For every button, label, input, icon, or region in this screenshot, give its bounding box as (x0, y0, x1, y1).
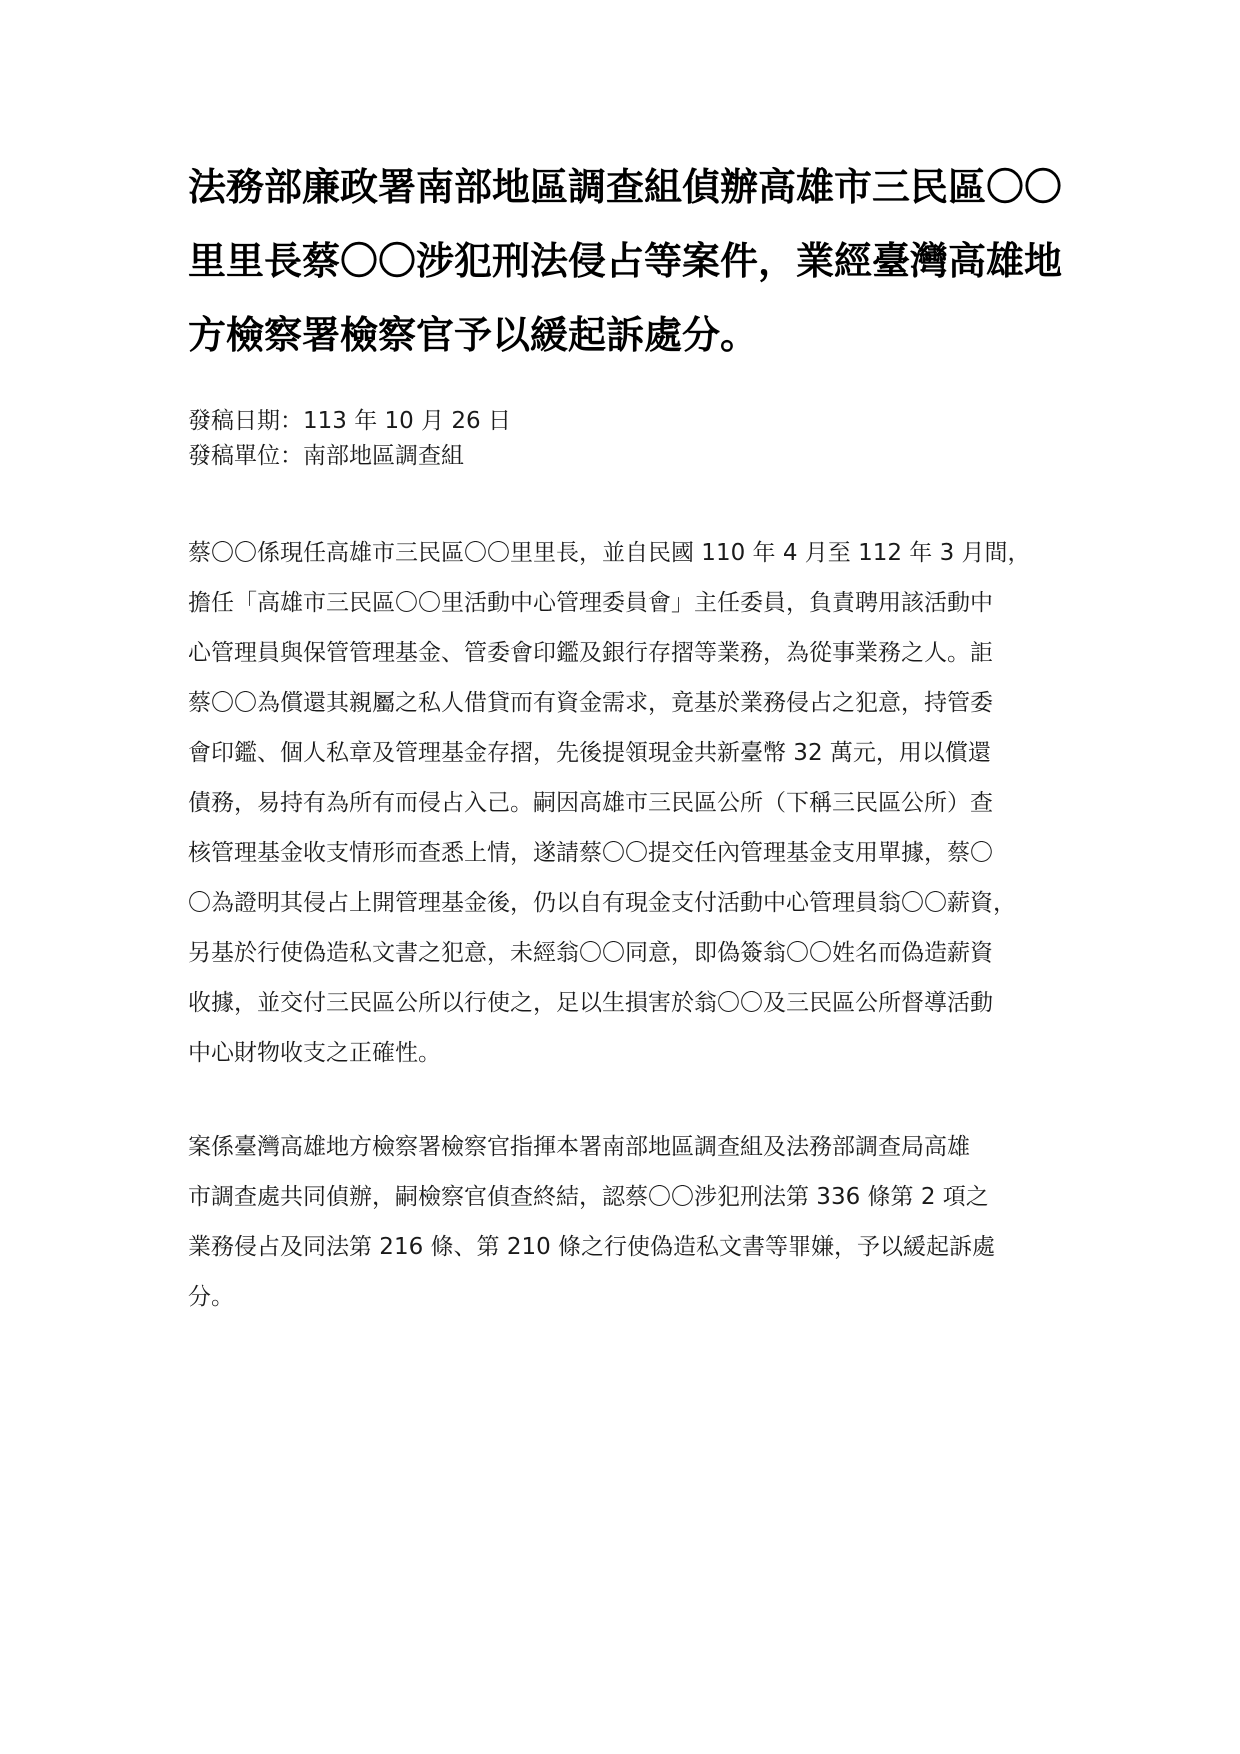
paragraph-line: 案係臺灣高雄地方檢察署檢察官指揮本署南部地區調查組及法務部調查局高雄 (188, 1134, 970, 1160)
body-paragraph-1 (188, 528, 1058, 1078)
paragraph-line: 債務，易持有為所有而侵占入己。嗣因高雄市三民區公所（下稱三民區公所）查 (188, 790, 993, 816)
paragraph-line: 〇為證明其侵占上開管理基金後，仍以自有現金支付活動中心管理員翁〇〇薪資， (188, 890, 1016, 916)
paragraph-line: 另基於行使偽造私文書之犯意，未經翁〇〇同意，即偽簽翁〇〇姓名而偽造薪資 (188, 940, 993, 966)
paragraph-line: 收據，並交付三民區公所以行使之，足以生損害於翁〇〇及三民區公所督導活動 (188, 990, 993, 1016)
title-line: 方檢察署檢察官予以緩起訴處分。 (188, 313, 759, 357)
paragraph-line: 分。 (188, 1284, 234, 1310)
paragraph-line: 業務侵占及同法第 216 條、第 210 條之行使偽造私文書等罪嫌，予以緩起訴處 (188, 1234, 996, 1260)
release-unit: 發稿單位：南部地區調查組 (188, 443, 464, 469)
paragraph-line: 會印鑑、個人私章及管理基金存摺，先後提領現金共新臺幣 32 萬元，用以償還 (188, 740, 991, 766)
release-metadata (188, 404, 1058, 474)
release-date: 發稿日期：113 年 10 月 26 日 (188, 408, 511, 434)
paragraph-line: 市調查處共同偵辦，嗣檢察官偵查終結，認蔡〇〇涉犯刑法第 336 條第 2 項之 (188, 1184, 989, 1210)
document-page (188, 0, 1063, 1754)
paragraph-line: 擔任「高雄市三民區〇〇里活動中心管理委員會」主任委員，負責聘用該活動中 (188, 590, 993, 616)
title-line: 里里長蔡〇〇涉犯刑法侵占等案件，業經臺灣高雄地 (188, 239, 1063, 283)
paragraph-line: 中心財物收支之正確性。 (188, 1040, 441, 1066)
paragraph-line: 蔡〇〇係現任高雄市三民區〇〇里里長，並自民國 110 年 4 月至 112 年 3 月間， (188, 540, 1031, 566)
press-release-title (188, 150, 1063, 372)
paragraph-line: 心管理員與保管管理基金、管委會印鑑及銀行存摺等業務，為從事業務之人。詎 (188, 640, 993, 666)
body-paragraph-2 (188, 1122, 1058, 1322)
title-line: 法務部廉政署南部地區調查組偵辦高雄市三民區〇〇 (188, 165, 1063, 209)
paragraph-line: 蔡〇〇為償還其親屬之私人借貸而有資金需求，竟基於業務侵占之犯意，持管委 (188, 690, 993, 716)
paragraph-line: 核管理基金收支情形而查悉上情，遂請蔡〇〇提交任內管理基金支用單據，蔡〇 (188, 840, 993, 866)
